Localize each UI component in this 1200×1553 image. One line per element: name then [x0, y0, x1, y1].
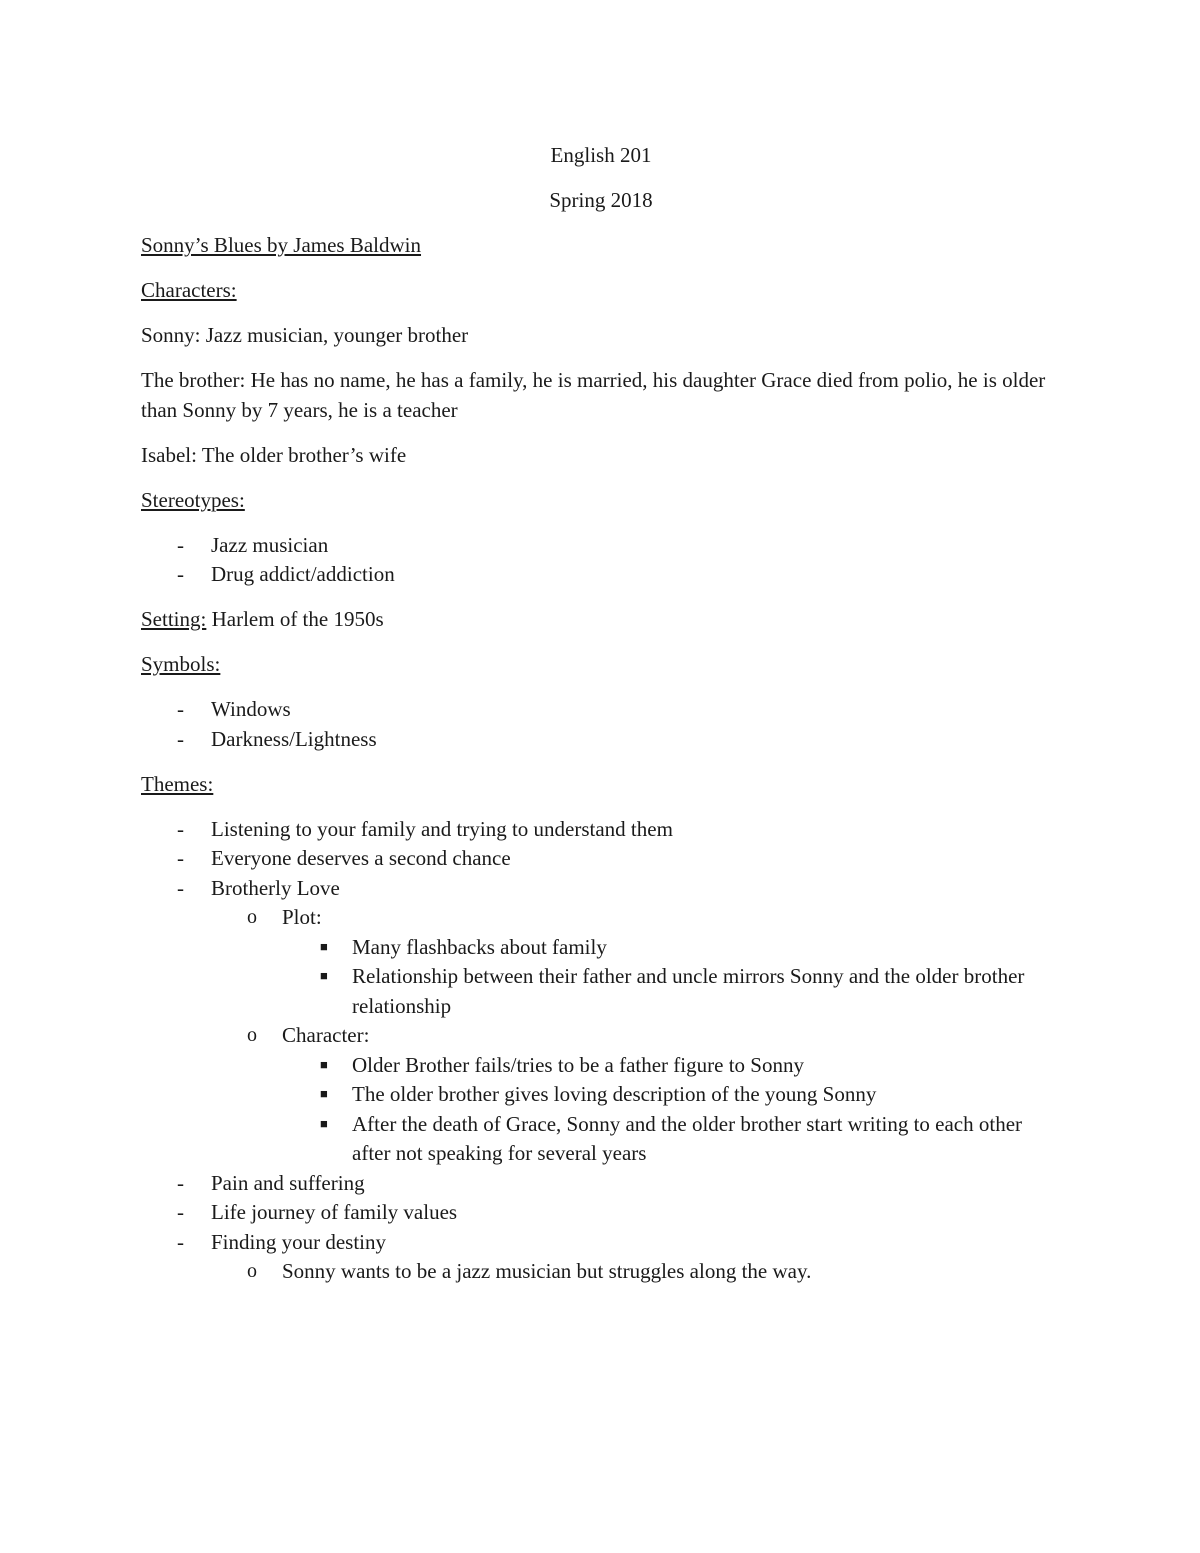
list-item: o Sonny wants to be a jazz musician but struggles along the way. [211, 1257, 1061, 1287]
list-item: ■ The older brother gives loving description of the young Sonny [282, 1080, 1061, 1110]
dash-bullet-icon: - [177, 875, 184, 900]
dash-bullet-icon: - [177, 697, 184, 721]
circle-bullet-icon: o [247, 1024, 257, 1046]
course-heading: English 201 [550, 143, 652, 167]
dash-bullet-icon: - [177, 532, 184, 557]
dash-bullet-icon: - [177, 726, 184, 751]
stereotypes-heading: Stereotypes: [141, 487, 245, 512]
symbols-list [141, 695, 1061, 754]
list-item: - Everyone deserves a second chance [141, 844, 1061, 874]
list-item: o Plot: ■ Many flashbacks about family ■ Relationship between their father and uncle mirrors Sonny and the older brother relationship [211, 903, 1061, 1021]
square-bullet-icon: ■ [320, 938, 328, 954]
themes-list [141, 815, 1061, 1287]
list-item: ■ Relationship between their father and uncle mirrors Sonny and the older brother relationship [282, 962, 1061, 1021]
circle-bullet-icon: o [247, 1260, 257, 1282]
list-item: - Pain and suffering [141, 1169, 1061, 1199]
list-item: - Jazz musician [141, 531, 1061, 561]
square-bullet-icon: ■ [320, 1086, 328, 1101]
brotherly-love-sublist [211, 903, 1061, 1169]
list-item: - Darkness/Lightness [141, 725, 1061, 755]
dash-bullet-icon: - [177, 562, 184, 586]
square-bullet-icon: ■ [320, 1056, 328, 1072]
square-bullet-icon: ■ [320, 1115, 328, 1131]
plot-sublist [282, 933, 1061, 1022]
dash-bullet-icon: - [177, 1170, 184, 1195]
list-item: - Life journey of family values [141, 1198, 1061, 1228]
setting-heading: Setting: [141, 607, 207, 631]
character-entry-brother: The brother: He has no name, he has a family, he is married, his daughter Grace died from polio, he is older than Sonny by 7 years, he is a teacher [141, 368, 1046, 422]
term-heading: Spring 2018 [549, 188, 653, 212]
circle-bullet-icon: o [247, 906, 257, 928]
character-entry-isabel: Isabel: The older brother’s wife [141, 442, 407, 467]
destiny-sublist [211, 1257, 1061, 1287]
characters-heading: Characters: [141, 278, 237, 302]
list-item: ■ Older Brother fails/tries to be a father figure to Sonny [282, 1051, 1061, 1081]
list-item: - Drug addict/addiction [141, 560, 1061, 590]
dash-bullet-icon: - [177, 816, 184, 841]
list-item: - Windows [141, 695, 1061, 725]
dash-bullet-icon: - [177, 1200, 184, 1224]
dash-bullet-icon: - [177, 846, 184, 870]
list-item: o Character: ■ Older Brother fails/tries to be a father figure to Sonny ■ The older brother gives loving description of the young Sonny ■ After the death of Grace, Sonny and the older brother start writing to each other after not speaking for several years [211, 1021, 1061, 1169]
setting-value: Harlem of the 1950s [206, 607, 384, 631]
setting-line [141, 605, 1061, 635]
stereotypes-list [141, 531, 1061, 590]
list-item: - Finding your destiny o Sonny wants to be a jazz musician but struggles along the way. [141, 1228, 1061, 1287]
list-item: - Brotherly Love o Plot: ■ Many flashbacks about family ■ Relationship between their father and uncle mirrors Sonny and the older brother relationship o Character: ■ Older Brother fails/tries to be a father figure to Sonny ■ The older brother gives loving description of the young Sonny ■ After the death of Grace, Sonny and the older brother start writing to each other after not speaking for several years [141, 874, 1061, 1169]
list-item: - Listening to your family and trying to understand them [141, 815, 1061, 845]
themes-heading: Themes: [141, 771, 214, 796]
document-page [141, 141, 1061, 1287]
list-item: ■ After the death of Grace, Sonny and the older brother start writing to each other after not speaking for several years [282, 1110, 1061, 1169]
dash-bullet-icon: - [177, 1229, 184, 1254]
square-bullet-icon: ■ [320, 968, 328, 983]
character-sublist [282, 1051, 1061, 1169]
character-entry-sonny: Sonny: Jazz musician, younger brother [141, 323, 469, 347]
symbols-heading: Symbols: [141, 652, 221, 676]
list-item: ■ Many flashbacks about family [282, 933, 1061, 963]
document-title: Sonny’s Blues by James Baldwin [141, 233, 422, 257]
